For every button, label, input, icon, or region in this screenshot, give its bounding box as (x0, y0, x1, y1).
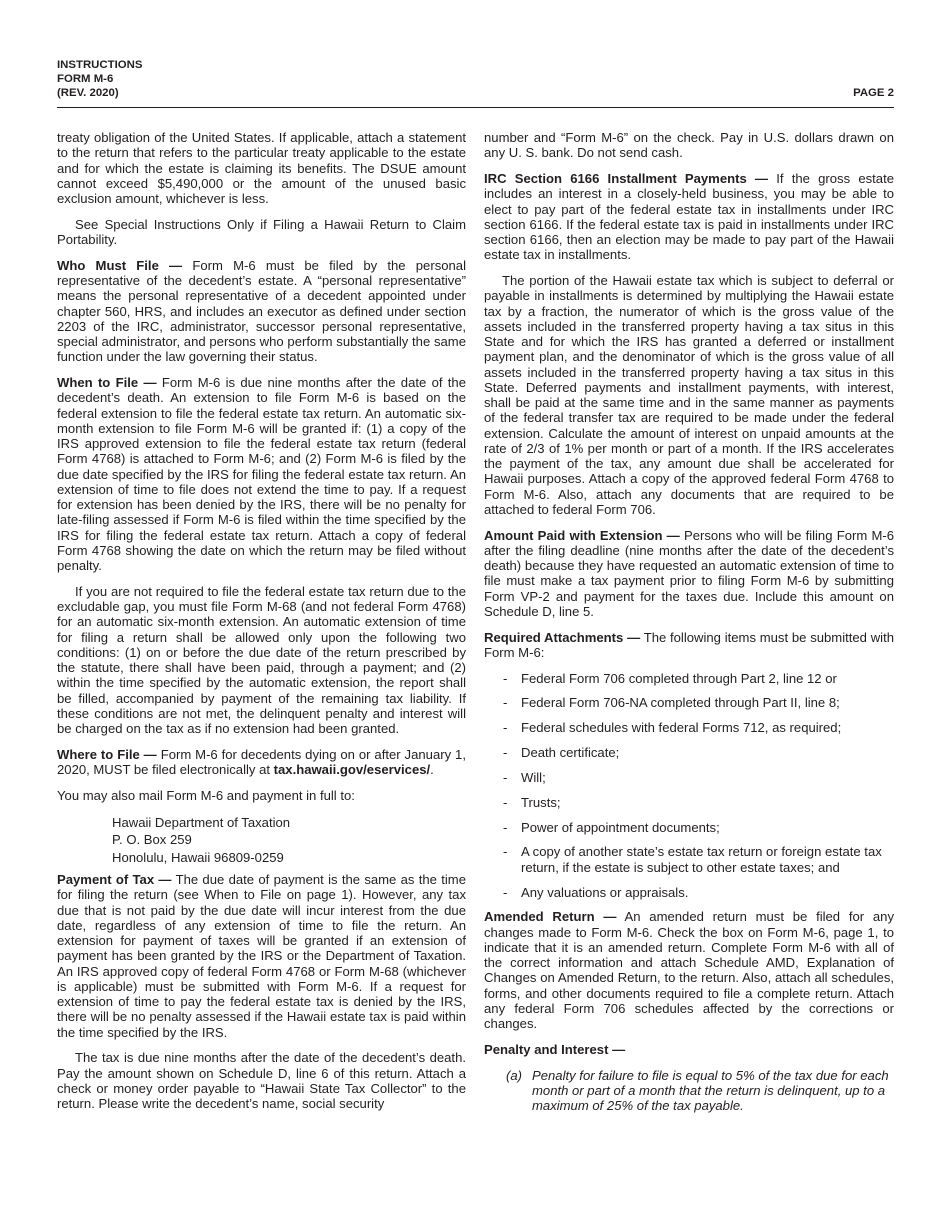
list-dash: - (503, 745, 508, 761)
left-column (57, 130, 466, 1122)
where-to-file-end: . (430, 762, 434, 777)
address-line-2: P. O. Box 259 (112, 832, 192, 847)
payment-of-tax-section (57, 872, 466, 1040)
penalty-item-label: (a) (506, 1067, 523, 1083)
list-item (484, 885, 894, 900)
list-dash: - (503, 695, 508, 711)
when-to-file-section (57, 375, 466, 573)
irc-heading: IRC Section 6166 Installment Payments — (484, 171, 769, 186)
see-special-paragraph: See Special Instructions Only if Filing a Hawaii Return to Claim Portability. (57, 216, 466, 247)
mailing-address (112, 814, 466, 867)
penalty-item-text: Penalty for failure to file is equal to 5% of the tax due for each month or part of a month that the return is delinquent, up to a maximum of 25% of the tax payable. (532, 1067, 889, 1114)
list-item (484, 844, 894, 875)
amount-paid-section (484, 528, 894, 620)
list-item-text: Will; (521, 769, 546, 785)
list-item (484, 770, 894, 785)
penalty-heading: Penalty and Interest — (484, 1041, 626, 1057)
tax-due-paragraph: The tax is due nine months after the date of the decedent’s death. Pay the amount shown on Schedule D, line 6 of this return. Attach a check or money order payable to “Hawaii State Tax Collector” to the return. Please write the decedent’s name, social security (57, 1050, 466, 1111)
required-text: The following items must be submitted with Form M-6: (484, 629, 894, 660)
amount-paid-text: Persons who will be filing Form M-6 after the filing deadline (nine months after the date of the decedent’s death) because they have requested an automatic extension of time to file must make a tax payment prior to filing Form M-6 by submitting Form VP-2 and payment for the taxes due. Include this amount on Schedule D, line 5. (484, 527, 894, 619)
list-item (484, 695, 894, 710)
address-line-3: Honolulu, Hawaii 96809-0259 (112, 849, 284, 865)
payment-text: The due date of payment is the same as the time for filing the return (see When to File on page 1). However, any tax due that is not paid by the due date will incur interest from the due date, regardless of any extension of time to file the return. An extension for payment of taxes will be granted if an extension of payment has been granted by the IRS or the Department of Taxation. An IRS approved copy of federal Form 4768 or Form M-68 (whichever is applicable) must be submitted with Form M-6. If a request for extension of time to pay the federal estate tax is denied by the IRS, there will be no penalty assessed if the Hawaii estate tax is paid within the time specified by the IRS. (57, 872, 466, 1040)
required-attachments-section (484, 630, 894, 661)
who-must-file-heading: Who Must File — (57, 257, 183, 273)
list-item-text: Power of appointment documents; (521, 819, 720, 835)
header-revision: (REV. 2020) (57, 87, 119, 99)
list-item-text: Death certificate; (521, 745, 620, 761)
list-item (484, 820, 894, 835)
address-line-1: Hawaii Department of Taxation (112, 814, 291, 830)
required-heading: Required Attachments — (484, 629, 641, 645)
form-identifier (57, 58, 142, 100)
list-dash: - (503, 884, 508, 900)
list-item-text: Federal Form 706-NA completed through Part II, line 8; (521, 695, 840, 711)
portion-paragraph: The portion of the Hawaii estate tax which is subject to deferral or payable in installments is determined by multiplying the Hawaii estate tax by a fraction, the numerator of which is the gross value of the assets included in the transferred property having a tax situs in this State and for which the IRS has granted a deferred or installment payment plan, and the denominator of which is the gross value of all assets included in the transferred property having a tax situs in this State. Deferred payments and installment payments, with interest, shall be paid at the same time and in the same manner as payments of the federal transfer tax are required to be made under the federal extension. Calculate the amount of interest on unpaid amounts at the rate of 2/3 of 1% per month or part of a month. If the IRS accelerates the payment of the tax, any amount due shall be accelerated for Hawaii purposes. Attach a copy of the approved federal Form 4768 to Form M-6. Also, attach any documents that are required to be attached to federal Form 706. (484, 273, 894, 517)
list-dash: - (503, 794, 508, 810)
when-to-file-heading: When to File — (57, 375, 157, 390)
irc-text: If the gross estate includes an interest in a closely-held business, you may be able to elect to pay part of the federal estate tax in installments under IRC section 6166. If the federal estate tax is paid in installments under IRC section 6166, then an election may be made to pay part of the Hawaii estate tax in installments. (484, 171, 894, 263)
where-to-file-section (57, 747, 466, 778)
when-to-file-text: Form M-6 is due nine months after the date of the decedent’s death. An extension to file Form M-6 is based on the federal extension to file the federal estate tax return. An automatic six-month extension to file Form M-6 will be granted if: (1) a copy of the IRS approved extension to file the federal estate tax return (federal Form 4768) is attached to Form M-6; and (2) Form M-6 is filed by the due date specified by the IRS for filing the federal estate tax return. An extension of time to file does not extend the time to pay. If a request for extension has been denied by the IRS, there will be no penalty for late-filing assessed if Form M-6 is filed within the time specified by the IRS for filing the federal estate tax return. Attach a copy of federal Form 4768 showing the date on which the return may be filed without penalty. (57, 375, 466, 573)
list-item-text: Federal Form 706 completed through Part 2, line 12 or (521, 670, 837, 686)
mail-paragraph: You may also mail Form M-6 and payment in full to: (57, 787, 355, 803)
who-must-file-text: Form M-6 must be filed by the personal representative of the decedent’s estate. A “personal representative” means the personal representative of a decedent appointed under chapter 560, HRS, and includes an executor as defined under section 2203 of the IRC, administrator, successor personal representative, special administrator, and persons who perform substantially the same function under the law governing their status. (57, 257, 467, 365)
penalty-item-a (506, 1068, 894, 1114)
list-item-text: Any valuations or appraisals. (521, 884, 689, 900)
who-must-file-section (57, 258, 466, 365)
page-number: PAGE 2 (853, 87, 894, 99)
list-item-text: Federal schedules with federal Forms 712, as required; (521, 720, 842, 736)
list-dash: - (503, 844, 508, 860)
not-required-paragraph: If you are not required to file the federal estate tax return due to the excludable gap, you must file Form M-68 (and not federal Form 4768) for an automatic six-month extension. An automatic extension of time for filing a return shall be allowed only upon the following two conditions: (1) on or before the due date of the return prescribed by the statute, there shall have been paid, through a payment; and (2) within the time specified by the automatic extension, the report shall be filled, accompanied by payment of the remaining tax liability. If these conditions are not met, the delinquent penalty and interest will be charged on the tax as if no extension had been granted. (57, 583, 466, 736)
header-form-number: FORM M-6 (57, 73, 114, 85)
payment-heading: Payment of Tax — (57, 872, 172, 887)
list-item (484, 795, 894, 810)
amount-paid-heading: Amount Paid with Extension — (484, 527, 680, 543)
list-dash: - (503, 769, 508, 785)
list-dash: - (503, 819, 508, 835)
list-dash: - (503, 670, 508, 686)
list-item (484, 671, 894, 686)
where-to-file-text: Form M-6 for decedents dying on or after January 1, 2020, MUST be filed electronically at (57, 746, 466, 777)
list-item (484, 720, 894, 735)
amended-heading: Amended Return — (484, 909, 617, 925)
header-instructions: INSTRUCTIONS (57, 59, 143, 71)
eservices-link[interactable]: tax.hawaii.gov/eservices/ (273, 762, 431, 777)
list-item-text: A copy of another state’s estate tax return or foreign estate tax return, if the estate is subject to other estate taxes; and (521, 844, 882, 875)
attachments-list (484, 671, 894, 900)
list-item-text: Trusts; (521, 794, 561, 810)
continued-paragraph: number and “Form M-6” on the check. Pay in U.S. dollars drawn on any U. S. bank. Do not send cash. (484, 130, 894, 161)
right-column (484, 130, 894, 1113)
irc-6166-section (484, 171, 894, 263)
amended-return-section (484, 909, 894, 1031)
page-header (57, 58, 894, 108)
where-to-file-heading: Where to File — (57, 746, 157, 762)
list-dash: - (503, 720, 508, 736)
treaty-paragraph: treaty obligation of the United States. If applicable, attach a statement to the return that refers to the particular treaty applicable to the estate and for which the estate is claiming its benefits. The DSUE amount cannot exceed $5,490,000 or the amount of the unused basic exclusion amount, whichever is less. (57, 130, 466, 206)
amended-text: An amended return must be filed for any changes made to Form M-6. Check the box on Form M-6, page 1, to indicate that it is an amended return. Complete Form M-6 with all of the correct information and attach Schedule AMD, Explanation of Changes on Amended Return, to the return. Also, attach all schedules, forms, and other documents required to file a complete return. Attach any federal Form 706 schedules affected by the corrections or changes. (484, 909, 894, 1032)
list-item (484, 745, 894, 760)
